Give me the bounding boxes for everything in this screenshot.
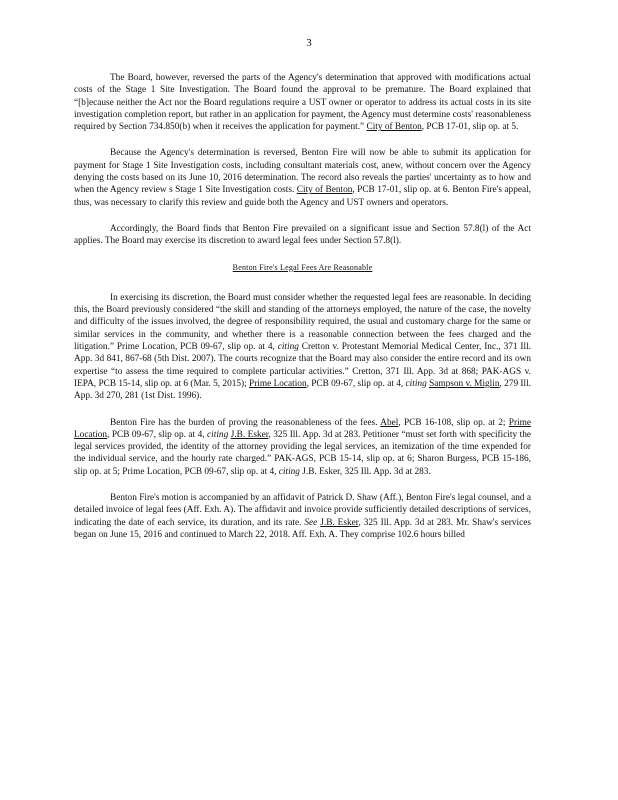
paragraph-motion-affidavit [74, 492, 531, 541]
signal-word: citing [277, 342, 299, 353]
text: Cretton v. Protestant Memorial Medical Center, Inc., 371 Ill. App. 3d 841, 867-68 (5th Dist. 2007). The courts recognize that the Board may also consider the entire record and its own expertise “to assess the time required to complete particular activities.” Cretton, 371 Ill. App. 3d at 868; PAK-AGS v. IEPA, PCB 15-14, slip op. at 6 (Mar. 5, 2015); [74, 342, 531, 389]
section-heading-text: Benton Fire's Legal Fees Are Reasonable [232, 262, 373, 272]
case-citation: Prime Location [249, 378, 307, 389]
signal-word: citing [405, 378, 427, 389]
paragraph-exercising-discretion [74, 292, 531, 403]
case-citation: Prime Location [74, 417, 532, 440]
text: , PCB 09-67, slip op. at 4, [107, 429, 208, 440]
text: , 279 Ill. App. 3d 270, 281 (1st Dist. 1996). [74, 378, 532, 402]
text: J.B. Esker, 325 Ill. App. 3d at 283. [299, 466, 431, 477]
case-citation: City of Benton [296, 185, 353, 196]
paragraph-board-reversed [74, 72, 531, 133]
paragraph-determination-reversed [74, 147, 531, 208]
case-citation: Sampson v. Miglin [429, 378, 500, 389]
text: The Board, however, reversed the parts of the Agency's determination that approved with modifications actual costs of the Stage 1 Site Investigation. The Board found the approval to be premature. The Board explained that “[b]ecause neither the Act nor the Board regulations require a UST owner or operator to address its actual costs in its site investigation completion report, but rather in an application for payment, the Agency must determine costs' reasonableness required by Section 734.850(b) when it receives the application for payment.” [74, 73, 531, 133]
section-heading [74, 262, 531, 274]
text: , PCB 16-108, slip op. at 2; [398, 417, 509, 428]
text: , 325 Ill. App. 3d at 283. Mr. Shaw's services began on June 15, 2016 and continued to March 22, 2018. Aff. Exh. A. They comprise 102.6 hours billed [74, 517, 531, 540]
case-citation: City of Benton [366, 122, 422, 133]
text: , PCB 09-67, slip op. at 4, [306, 378, 406, 389]
case-citation: J.B. Esker [230, 429, 269, 440]
text: Benton Fire has the burden of proving the reasonableness of the fees. [110, 417, 381, 428]
text: , 325 Ill. App. 3d at 283. Petitioner “must set forth with specificity the legal services provided, the identity of the attorney providing the legal services, an itemization of the time expended for the individual service, and the hourly rate charged.” PAK-AGS, PCB 15-14, slip op. at 6; Sharon Burgess, PCB 15-186, slip op. at 5; Prime Location, PCB 09-67, slip op. at 4, [74, 429, 532, 477]
case-citation: J.B. Esker [320, 517, 359, 528]
text: Because the Agency's determination is reversed, Benton Fire will now be able to submit its application for payment for Stage 1 Site Investigation costs, including consultant materials cost, anew, without concern over the Agency denying the costs based on its June 10, 2016 determination. The record also reveals the parties' uncertainty as to how and when the Agency review s Stage 1 Site Investigation costs. [74, 148, 531, 196]
text: In exercising its discretion, the Board must consider whether the requested legal fees are reasonable. In deciding this, the Board previously considered “the skill and standing of the attorneys employed, the nature of the case, the novelty and difficulty of the issues involved, the degree of responsibility required, the usual and customary charge for the same or similar services in the community, and whether there is a reasonable connection between the fees charged and the litigation.” Prime Location, PCB 09-67, slip op. at 4, [74, 292, 531, 353]
text: , PCB 17-01, slip op. at 5. [421, 122, 519, 133]
paragraph-burden-of-proof [74, 417, 531, 478]
text: Accordingly, the Board finds that Benton Fire prevailed on a significant issue and Section 57.8(l) of the Act applies. The Board may exercise its discretion to award legal fees under Section 57.8(l). [74, 223, 531, 247]
document-body [74, 72, 531, 555]
text: Benton Fire's motion is accompanied by an affidavit of Patrick D. Shaw (Aff.), Benton Fire's legal counsel, and a detailed invoice of legal fees (Aff. Exh. A). The affidavit and invoice provide sufficiently detailed descriptions of services, indicating the date of each service, its duration, and its rate. [74, 493, 531, 528]
signal-word: See [304, 517, 318, 528]
case-citation: Abel [380, 417, 399, 428]
page-number: 3 [306, 37, 312, 49]
paragraph-prevailed [74, 223, 531, 248]
signal-word: citing [278, 466, 300, 477]
signal-word: citing [207, 429, 229, 440]
text: , PCB 17-01, slip op. at 6. Benton Fire's appeal, thus, was necessary to clarify this review and guide both the Agency and UST owners and operators. [74, 185, 532, 208]
